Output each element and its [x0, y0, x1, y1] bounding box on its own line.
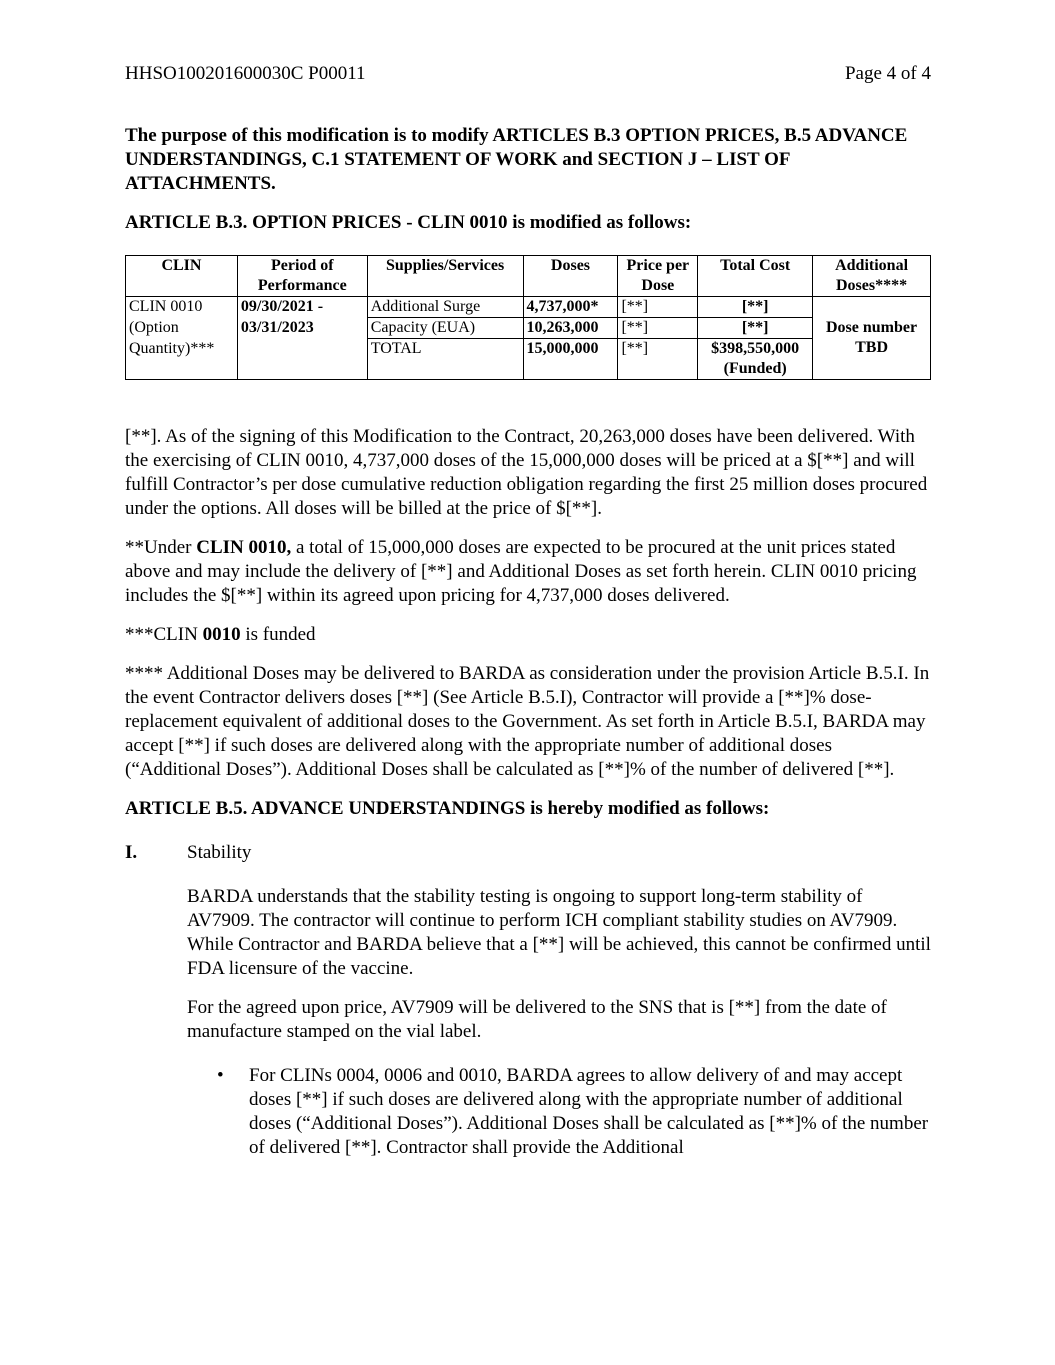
doses-cell: 15,000,000 — [523, 339, 618, 380]
period-cell — [237, 339, 367, 380]
table-row — [126, 297, 931, 318]
table-header-row — [126, 256, 931, 297]
additional-doses-cell: Dose number TBD — [813, 297, 931, 380]
price-cell: [**] — [618, 318, 698, 339]
col-header-additional: Additional Doses**** — [813, 256, 931, 297]
purpose-statement: The purpose of this modification is to modify ARTICLES B.3 OPTION PRICES, B.5 ADVANCE UNDERSTANDINGS, C.1 STATEMENT OF WORK and SECTION J – LIST OF ATTACHMENTS. — [125, 125, 908, 194]
clin-cell: CLIN 0010 — [126, 297, 238, 318]
period-cell: 03/31/2023 — [237, 318, 367, 339]
supplies-cell: TOTAL — [367, 339, 523, 380]
delivery-paragraph: [**]. As of the signing of this Modification to the Contract, 20,263,000 doses have been delivered. With the exercising of CLIN 0010, 4,737,000 doses of the 15,000,000 doses will be priced at a $[**] and will fulfill Contractor’s per dose cumulative reduction obligation regarding the first 25 million doses procured under the options. All doses will be billed at the price of $[**]. — [125, 426, 928, 519]
col-header-clin: CLIN — [126, 256, 238, 297]
clin-cell: (Option — [126, 318, 238, 339]
section-number: I. — [125, 842, 138, 863]
clin-pricing-paragraph: **Under CLIN 0010, a total of 15,000,000 doses are expected to be procured at the unit prices stated above and may include the delivery of [**] and Additional Doses as set forth herein. CLIN 0010 pricing includes the $[**] within its agreed upon pricing for 4,737,000 doses delivered. — [125, 537, 917, 606]
table-row — [126, 339, 931, 380]
doses-cell: 4,737,000* — [523, 297, 618, 318]
table-row — [126, 318, 931, 339]
supplies-cell: Capacity (EUA) — [367, 318, 523, 339]
additional-doses-paragraph: **** Additional Doses may be delivered to BARDA as consideration under the provision Article B.5.I. In the event Contractor delivers doses [**] (See Article B.5.I), Contractor will provide a [**]% dose-replacement equivalent of additional doses to the Government. As set forth in Article B.5.I, BARDA may accept [**] if such doses are delivered along with the appropriate number of additional doses (“Additional Doses”). Additional Doses shall be calculated as [**]% of the number of delivered [**]. — [125, 663, 930, 780]
stability-paragraph: BARDA understands that the stability testing is ongoing to support long-term stability of AV7909. The contractor will continue to perform ICH compliant stability studies on AV7909. While Contractor and BARDA believe that a [**] will be achieved, this cannot be confirmed until FDA licensure of the vaccine. — [187, 886, 931, 979]
document-page — [125, 62, 931, 1160]
article-b3-heading: ARTICLE B.3. OPTION PRICES - CLIN 0010 is modified as follows: — [125, 212, 692, 233]
total-cell: [**] — [698, 318, 813, 339]
col-header-total: Total Cost — [698, 256, 813, 297]
price-cell: [**] — [618, 339, 698, 380]
clin-cell: Quantity)*** — [126, 339, 238, 380]
col-header-price: Price per Dose — [618, 256, 698, 297]
delivery-agreement-paragraph: For the agreed upon price, AV7909 will be delivered to the SNS that is [**] from the date of manufacture stamped on the vial label. — [187, 997, 887, 1042]
col-header-doses: Doses — [523, 256, 618, 297]
page-header — [125, 62, 931, 86]
section-title: Stability — [187, 842, 252, 863]
page-number: Page 4 of 4 — [844, 63, 931, 84]
bullet-text: For CLINs 0004, 0006 and 0010, BARDA agrees to allow delivery of and may accept doses [**] if such doses are delivered along with the appropriate number of additional doses (“Additional Doses”). Additional Doses shall be calculated as [**]% of the number of delivered [**]. Contractor shall provide the Additional — [249, 1065, 929, 1158]
clin-funded-paragraph: ***CLIN 0010 is funded — [125, 624, 316, 645]
article-b5-heading: ARTICLE B.5. ADVANCE UNDERSTANDINGS is hereby modified as follows: — [125, 798, 770, 819]
supplies-cell: Additional Surge — [367, 297, 523, 318]
total-cell: $398,550,000 (Funded) — [698, 339, 813, 380]
price-cell: [**] — [618, 297, 698, 318]
doses-cell: 10,263,000 — [523, 318, 618, 339]
section-stability-heading — [125, 841, 931, 865]
list-item — [217, 1064, 931, 1160]
period-cell: 09/30/2021 - — [237, 297, 367, 318]
contract-number: HHSO100201600030C P00011 — [125, 63, 366, 84]
total-cell: [**] — [698, 297, 813, 318]
col-header-supplies: Supplies/Services — [367, 256, 523, 297]
option-prices-table — [125, 255, 931, 380]
bullet-icon: • — [217, 1065, 224, 1086]
col-header-period: Period of Performance — [237, 256, 367, 297]
